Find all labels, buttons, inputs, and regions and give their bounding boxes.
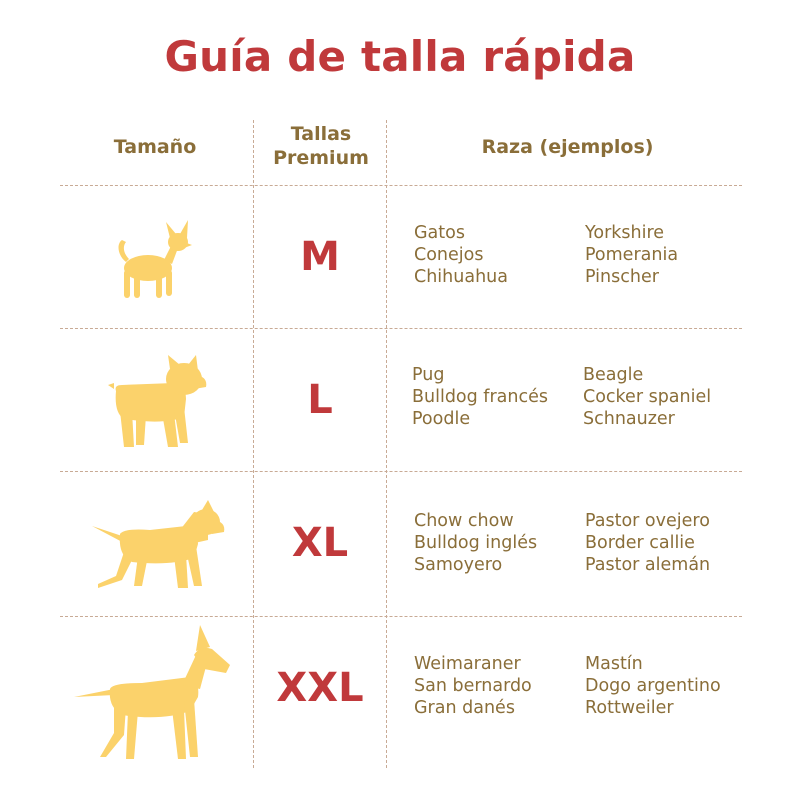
chihuahua-silhouette-icon: [112, 218, 192, 302]
breed-item: Border callie: [585, 533, 695, 553]
breed-item: San bernardo: [414, 676, 532, 696]
great-dane-silhouette-icon: [72, 625, 232, 765]
breed-item: Beagle: [583, 365, 644, 385]
breed-item: Pastor ovejero: [585, 511, 710, 531]
breed-item: Pastor alemán: [585, 555, 711, 575]
breed-item: Bulldog inglés: [414, 533, 538, 553]
header-size: Tamaño: [113, 136, 197, 158]
breed-list-left: [414, 510, 537, 576]
breed-list-right: [585, 222, 678, 288]
breed-item: Samoyero: [414, 555, 503, 575]
breed-list-left: [414, 653, 532, 719]
breed-item: Gran danés: [414, 698, 515, 718]
pitbull-silhouette-icon: [90, 500, 226, 592]
header-breed: Raza (ejemplos): [481, 136, 654, 158]
breed-list-right: [585, 653, 721, 719]
size-row-xl: [0, 472, 800, 615]
header-premium-line1: Tallas: [290, 123, 352, 145]
breed-item: Pinscher: [585, 267, 659, 287]
size-row-xxl: [0, 617, 800, 760]
breed-item: Gatos: [414, 223, 465, 243]
premium-size-value: L: [307, 377, 333, 423]
breed-item: Schnauzer: [583, 409, 675, 429]
breed-list-right: [583, 364, 711, 430]
breed-item: Mastín: [585, 654, 643, 674]
breed-item: Chow chow: [414, 511, 514, 531]
breed-item: Pug: [412, 365, 445, 385]
size-row-l: [0, 329, 800, 472]
breed-item: Chihuahua: [414, 267, 508, 287]
breed-list-left: [414, 222, 508, 288]
header-premium-line2: Premium: [273, 147, 369, 169]
breed-item: Yorkshire: [585, 223, 665, 243]
breed-list-right: [585, 510, 710, 576]
premium-size-value: XXL: [276, 665, 364, 711]
breed-item: Pomerania: [585, 245, 679, 265]
premium-size-value: XL: [291, 520, 349, 566]
breed-list-left: [412, 364, 548, 430]
breed-item: Weimaraner: [414, 654, 521, 674]
breed-item: Conejos: [414, 245, 484, 265]
breed-item: Cocker spaniel: [583, 387, 712, 407]
premium-size-value: M: [300, 234, 340, 280]
breed-item: Dogo argentino: [585, 676, 721, 696]
breed-item: Poodle: [412, 409, 471, 429]
size-row-m: [0, 186, 800, 329]
breed-item: Bulldog francés: [412, 387, 548, 407]
header-premium-sizes: [257, 122, 385, 170]
page-title: Guía de talla rápida: [164, 32, 636, 81]
breed-item: Rottweiler: [585, 698, 674, 718]
french-bulldog-silhouette-icon: [104, 355, 208, 451]
